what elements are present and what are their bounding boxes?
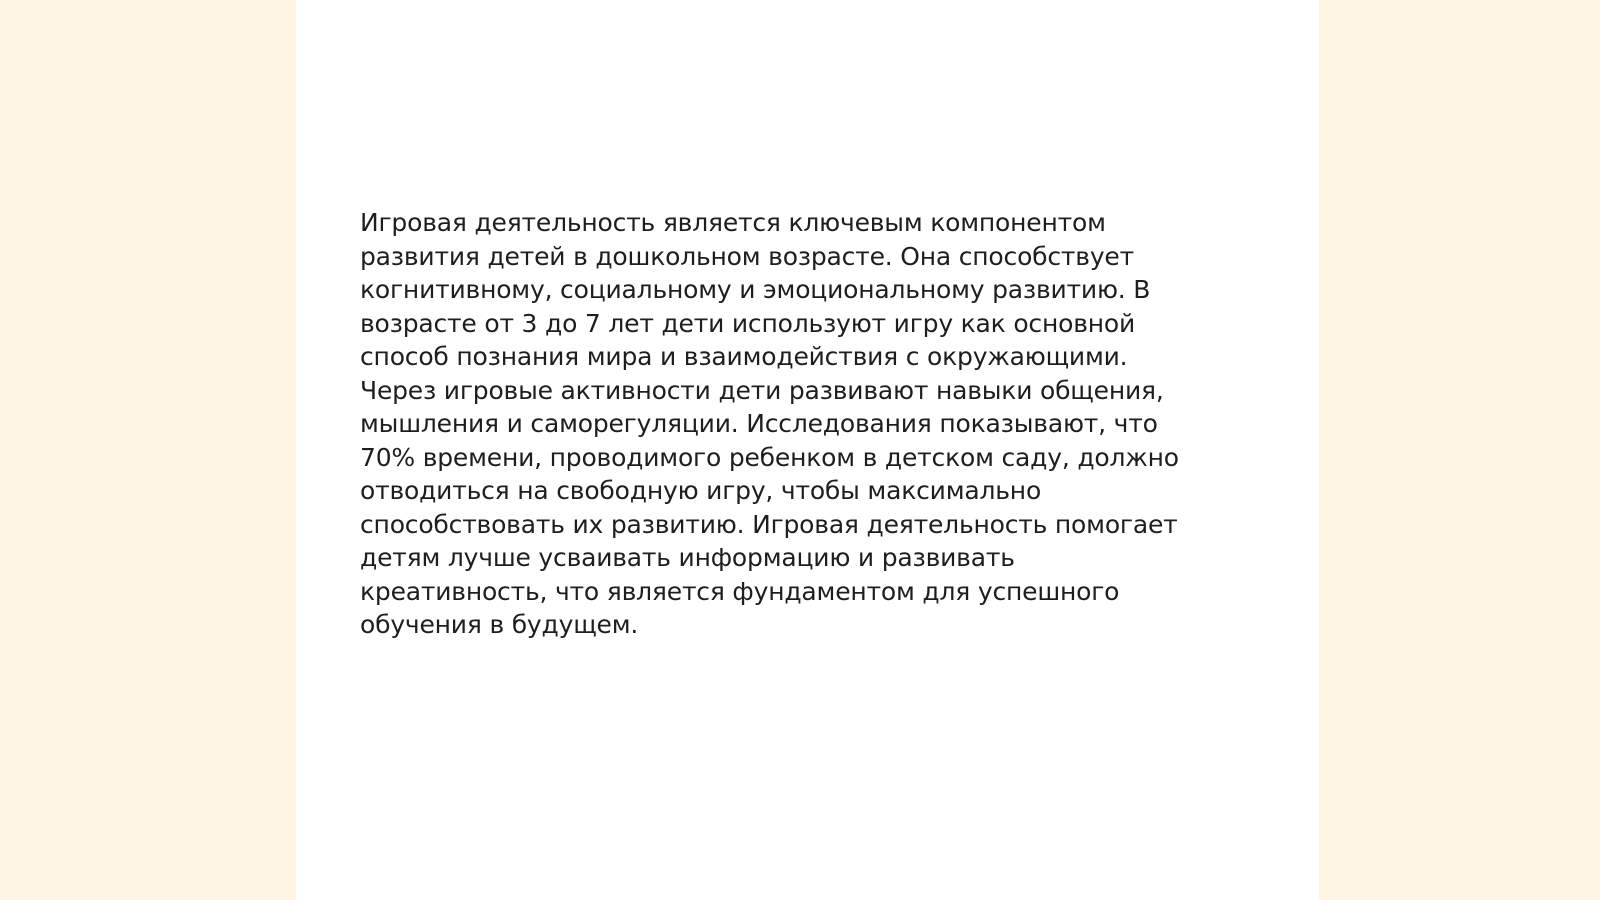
paragraph-line-1: Игровая деятельность является ключевым компонентом	[360, 208, 1106, 237]
page-panel	[296, 0, 1319, 900]
paragraph-line-10: способствовать их развитию. Игровая деятельность помогает	[360, 509, 1178, 539]
paragraph-line-4: возрасте от 3 до 7 лет дети используют игру как основной	[360, 308, 1136, 338]
paragraph-line-12: креативность, что является фундаментом для успешного	[360, 576, 1120, 606]
paragraph-line-9: отводиться на свободную игру, чтобы максимально	[360, 476, 1042, 505]
paragraph-line-11: детям лучше усваивать информацию и развивать	[360, 543, 1015, 572]
paragraph-line-6: Через игровые активности дети развивают навыки общения,	[360, 375, 1164, 405]
paragraph-line-7: мышления и саморегуляции. Исследования показывают, что	[360, 409, 1158, 438]
paragraph-line-5: способ познания мира и взаимодействия с окружающими.	[360, 342, 1128, 371]
paragraph-line-8: 70% времени, проводимого ребенком в детском саду, должно	[360, 442, 1179, 472]
paragraph-line-13: обучения в будущем.	[360, 610, 639, 639]
paragraph-line-2: развития детей в дошкольном возрасте. Она способствует	[360, 241, 1134, 271]
body-paragraph	[360, 206, 1240, 642]
paragraph-line-3: когнитивному, социальному и эмоциональному развитию. В	[360, 275, 1151, 304]
